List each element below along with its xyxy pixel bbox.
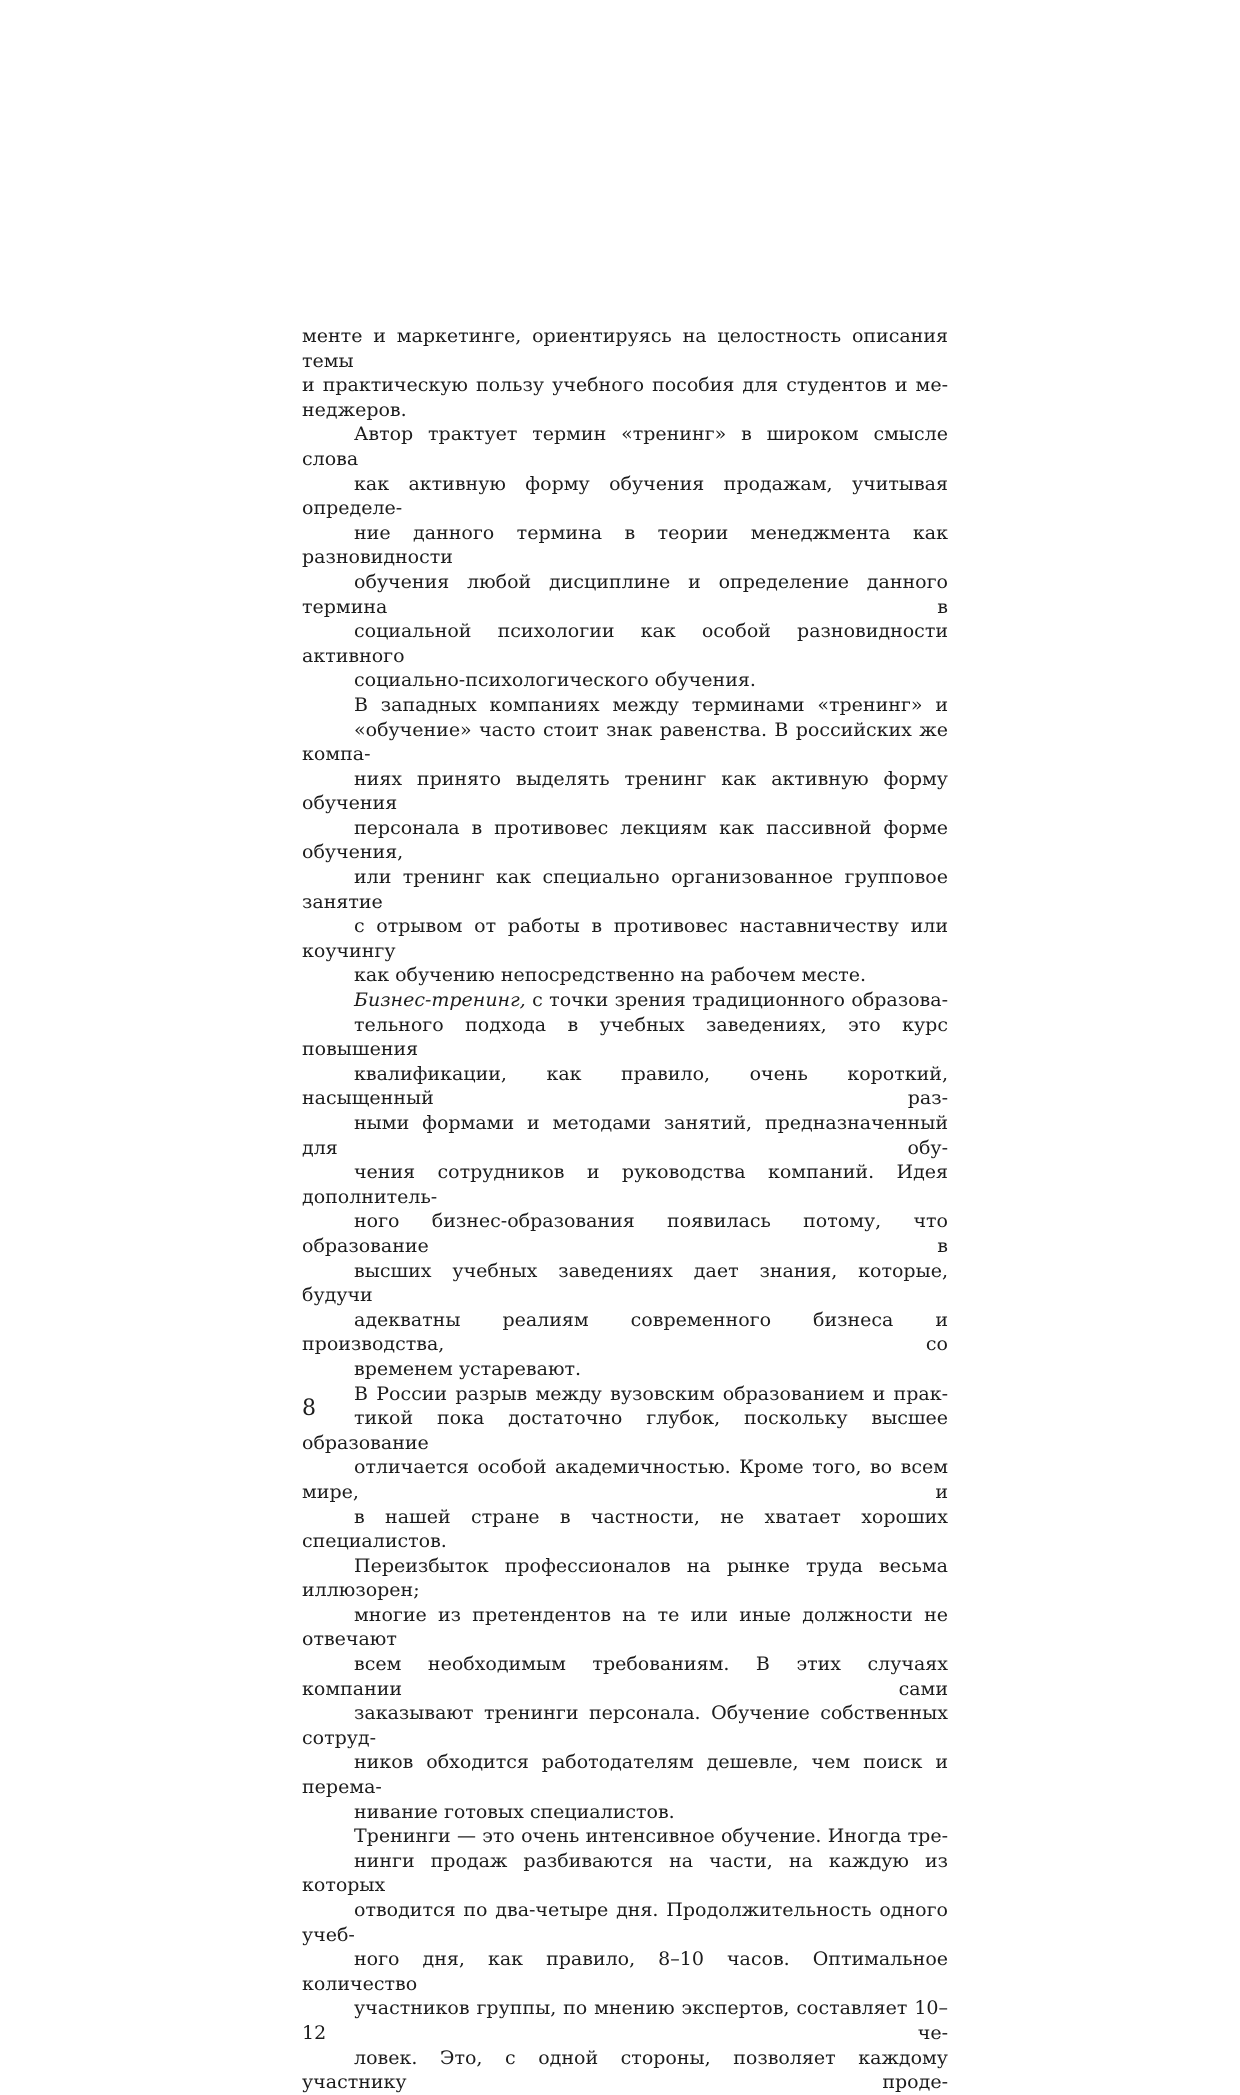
text-line: чения сотрудников и руководства компаний. Идея дополнитель- — [302, 1161, 948, 1208]
text-line: ловек. Это, с одной стороны, позволяет каждому участнику проде- — [302, 2046, 948, 2094]
text-line: Тренинги — это очень интенсивное обучение. Иногда тре- — [354, 1825, 948, 1848]
text-line: социально-психологического обучения. — [354, 669, 756, 692]
text-line: обучения любой дисциплине и определение данного термина в — [302, 570, 948, 618]
text-line: «обучение» часто стоит знак равенства. В российских же компа- — [302, 718, 948, 766]
text-line: неджеров. — [302, 398, 407, 421]
term-italic: Бизнес-тренинг, — [354, 989, 526, 1012]
text-line: ного бизнес-образования появилась потому, что образование в — [302, 1210, 948, 1257]
text-line: В России разрыв между вузовским образованием и прак- — [354, 1382, 948, 1405]
text-line: ными формами и методами занятий, предназначенный для обу- — [302, 1112, 948, 1159]
paragraph — [302, 988, 948, 1382]
text-line: тикой пока достаточно глубок, поскольку высшее образование — [302, 1407, 948, 1454]
paragraph — [302, 1382, 948, 1825]
paragraph — [302, 1824, 948, 2095]
text-line: как обучению непосредственно на рабочем месте. — [354, 964, 867, 987]
text-line: В западных компаниях между терминами «тренинг» и — [354, 693, 948, 716]
paragraph — [302, 324, 948, 422]
text-line: отводится по два-четыре дня. Продолжительность одного учеб- — [302, 1899, 948, 1946]
text-line: всем необходимым требованиям. В этих случаях компании сами — [302, 1653, 948, 1700]
text-line: участников группы, по мнению экспертов, составляет 10–12 че- — [302, 1997, 948, 2044]
paragraph — [302, 422, 948, 693]
text-line: отличается особой академичностью. Кроме того, во всем мире, и — [302, 1456, 948, 1503]
text-line: персонала в противовес лекциям как пассивной форме обучения, — [302, 816, 948, 864]
text-line: ние данного термина в теории менеджмента как разновидности — [302, 521, 948, 569]
text-line: с отрывом от работы в противовес наставничеству или коучингу — [302, 915, 948, 962]
text-line: как активную форму обучения продажам, учитывая определе- — [302, 472, 948, 520]
text-line: временем устаревают. — [354, 1357, 582, 1380]
text-line: тельного подхода в учебных заведениях, это курс повышения — [302, 1013, 948, 1061]
page-number: 8 — [302, 1396, 316, 1421]
text-line: высших учебных заведениях дает знания, которые, будучи — [302, 1259, 948, 1307]
text-line: Переизбыток профессионалов на рынке труда весьма иллюзорен; — [302, 1554, 948, 1602]
text-line: и практическую пользу учебного пособия для студентов и ме- — [302, 374, 948, 397]
text-line: менте и маркетинге, ориентируясь на целостность описания темы — [302, 325, 948, 372]
text-line: социальной психологии как особой разновидности активного — [302, 620, 948, 667]
text-line: нивание готовых специалистов. — [354, 1800, 675, 1823]
text-line: или тренинг как специально организованное групповое занятие — [302, 866, 948, 913]
text-fragment: с точки зрения традиционного образова- — [525, 989, 948, 1012]
text-line: ников обходится работодателям дешевле, чем поиск и перема- — [302, 1751, 948, 1799]
text-line: многие из претендентов на те или иные должности не отвечают — [302, 1603, 948, 1651]
text-line: ного дня, как правило, 8–10 часов. Оптимальное количество — [302, 1948, 948, 1995]
text-line: в нашей стране в частности, не хватает хороших специалистов. — [302, 1505, 948, 1553]
text-line: ниях принято выделять тренинг как активную форму обучения — [302, 767, 948, 815]
paragraph — [302, 693, 948, 988]
text-line: квалификации, как правило, очень короткий, насыщенный раз- — [302, 1062, 948, 1110]
text-line: заказывают тренинги персонала. Обучение собственных сотруд- — [302, 1702, 948, 1749]
body-text — [302, 324, 948, 2095]
text-line: Автор трактует термин «тренинг» в широком смысле слова — [302, 423, 948, 470]
text-line — [302, 988, 948, 1013]
text-line: адекватны реалиям современного бизнеса и производства, со — [302, 1308, 948, 1356]
text-line: нинги продаж разбиваются на части, на каждую из которых — [302, 1849, 948, 1897]
